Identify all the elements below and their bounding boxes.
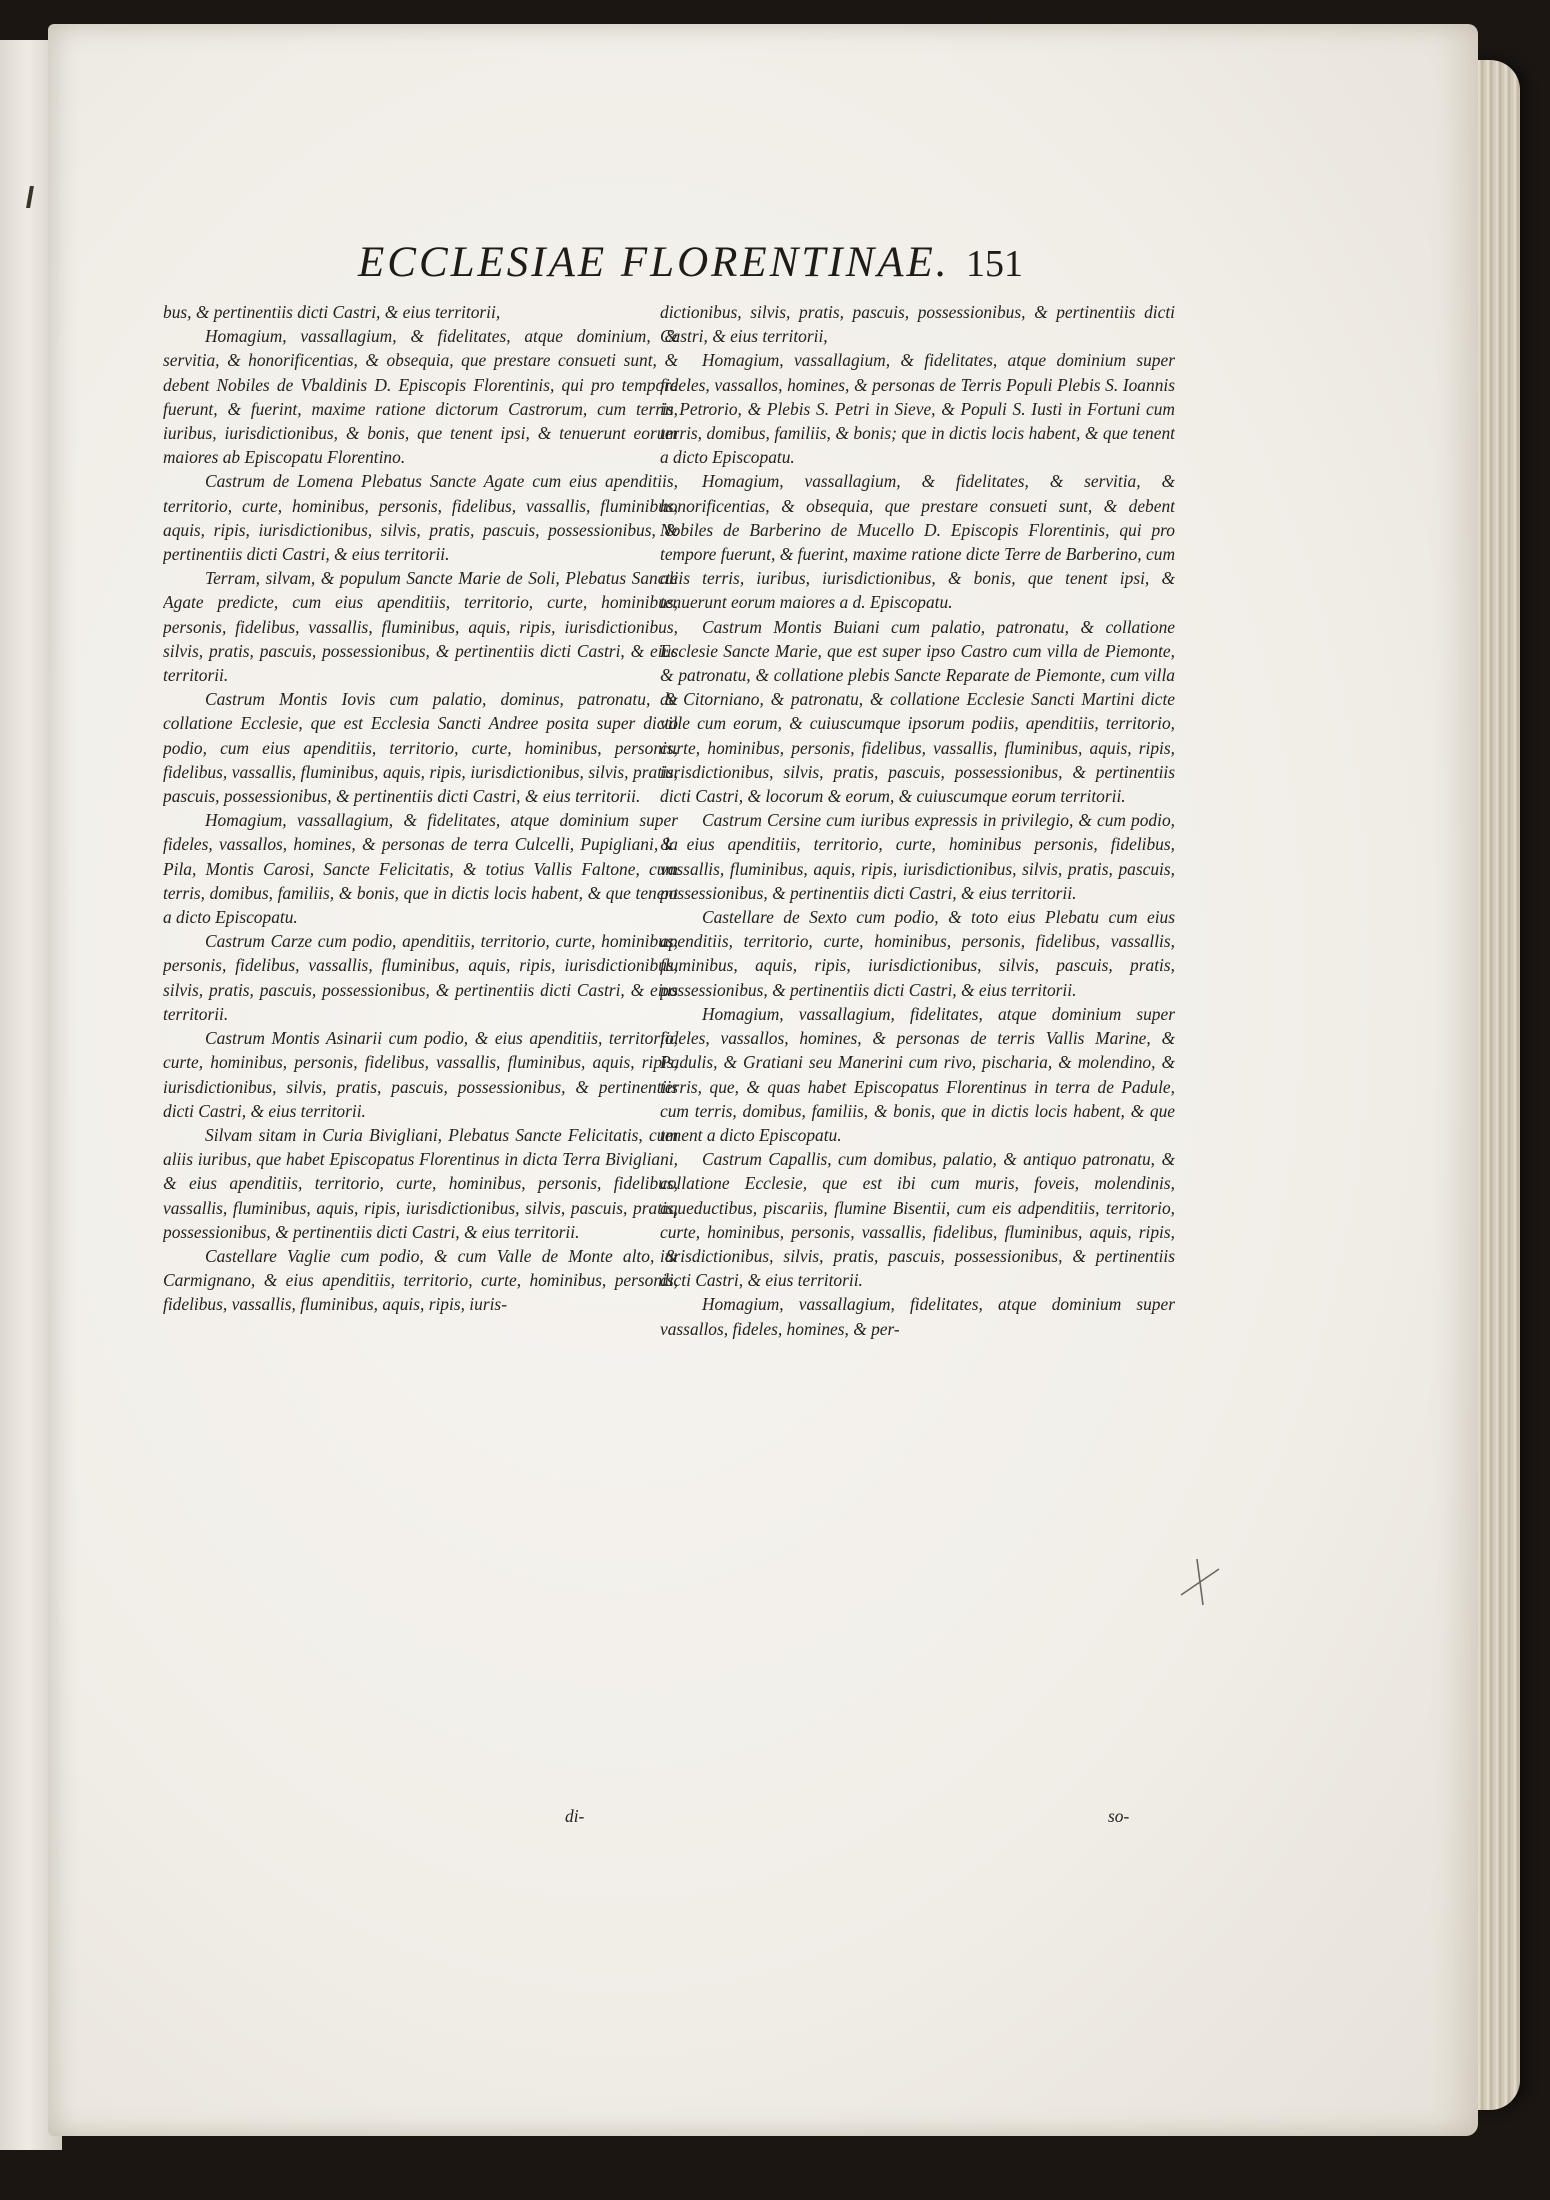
paragraph: Homagium, vassallagium, & fidelitates, atque dominium super fideles, vassallos, homines, & personas de Terris Populi Plebis S. Ioannis in Petrorio, & Plebis S. Petri in Sieve, & Populi S. Iusti in Fortuni cum terris, domibus, familiis, & bonis; que in dictis locis habent, & que tenent a dicto Episcopatu. [660, 350, 1175, 468]
paragraph: Homagium, vassallagium, fidelitates, atque dominium super vassallos, fideles, homines, & per- [660, 1294, 1175, 1339]
paragraph: Castellare de Sexto cum podio, & toto eius Plebatu cum eius apenditiis, territorio, curte, hominibus, personis, fidelibus, vassallis, fluminibus, aquis, ripis, iurisdictionibus, silvis, pascuis, pratis, possessionibus, & pertinentiis dicti Castri, & eius territorii. [660, 907, 1175, 1000]
paragraph: Silvam sitam in Curia Bivigliani, Plebatus Sancte Felicitatis, cum aliis iuribus, que habet Episcopatus Florentinus in dicta Terra Bivigliani, & eius apenditiis, territorio, curte, hominibus, personis, fidelibus, vassallis, fluminibus, aquis, ripis, iurisdictionibus, silvis, pascuis, pratis, possessionibus, & pertinentiis dicti Castri, & eius territorii. [163, 1124, 678, 1242]
paragraph: Castrum Capallis, cum domibus, palatio, & antiquo patronatu, & collatione Ecclesie, que est ibi cum muris, foveis, molendinis, aqueductibus, piscariis, flumine Bisentii, cum eis adpenditiis, territorio, curte, hominibus, personis, vassallis, fidelibus, fluminibus, aquis, ripis, iurisdictionibus, silvis, pratis, pascuis, possessionibus, & pertinentiis dicti Castri, & eius territorii. [660, 1149, 1175, 1291]
paragraph: Homagium, vassallagium, fidelitates, atque dominium super fideles, vassallos, homines, & personas de terris Vallis Marine, & Padulis, & Gratiani seu Manerini cum rivo, pischaria, & molendino, & terris, que, & quas habet Episcopatus Florentinus in terra de Padule, cum terris, domibus, familiis, & bonis, que in dictis locis habent, & que tenent a dicto Episcopatu. [660, 1003, 1175, 1145]
paragraph: dictionibus, silvis, pratis, pascuis, possessionibus, & pertinentiis dicti Castri, & eius territorii, [660, 302, 1175, 347]
paragraph: Castrum Carze cum podio, apenditiis, territorio, curte, hominibus, personis, fidelibus, vassallis, fluminibus, aquis, ripis, iurisdictionibus, silvis, pratis, pascuis, possessionibus, & pertinentiis dicti Castri, & eius territorii. [163, 931, 678, 1024]
page-number: 151 [966, 243, 1023, 285]
right-column [660, 300, 1175, 1835]
catchword: di- [565, 1806, 585, 1826]
paragraph: bus, & pertinentiis dicti Castri, & eius territorii, [163, 302, 501, 322]
paragraph: Castrum Montis Buiani cum palatio, patronatu, & collatione Ecclesie Sancte Marie, que est super ipso Castro cum villa de Piemonte, & patronatu, & collatione plebis Sancte Reparate de Piemonte, cum villa de Citorniano, & patronatu, & collatione Ecclesie Sancti Martini dicte ville cum eorum, & cuiuscumque ipsorum podiis, apenditiis, territorio, curte, hominibus, personis, fidelibus, vassallis, fluminibus, aquis, ripis, iurisdictionibus, silvis, pratis, pascuis, possessionibus, & pertinentiis dicti Castri, & locorum & eorum, & cuiuscumque eorum territorii. [660, 616, 1175, 807]
paragraph: Terram, silvam, & populum Sancte Marie de Soli, Plebatus Sancte Agate predicte, cum eius apenditiis, territorio, curte, hominibus, personis, fidelibus, vassallis, fluminibus, aquis, ripis, iurisdictionibus, silvis, pratis, pascuis, possessionibus, & pertinentiis dicti Castri, & eius territorii. [163, 568, 678, 686]
paragraph: Homagium, vassallagium, & fidelitates, & servitia, & honorificentias, & obsequia, que prestare consueti sunt, & debent Nobiles de Barberino de Mucello D. Episcopis Florentinis, qui pro tempore fuerunt, & fuerint, maxime ratione dicte Terre de Barberino, cum aliis terris, iuribus, iurisdictionibus, & bonis, que tenent ipsi, & tenuerunt eorum maiores a d. Episcopatu. [660, 471, 1175, 613]
paragraph: Castrum Montis Iovis cum palatio, dominus, patronatu, & collatione Ecclesie, que est Ecclesia Sancti Andree posita super dicto podio, cum eius apenditiis, territorio, curte, hominibus, personis, fidelibus, vassallis, fluminibus, aquis, ripis, iurisdictionibus, silvis, pratis, pascuis, possessionibus, & pertinentiis dicti Castri, & eius territorii. [163, 689, 678, 807]
paragraph: Castrum de Lomena Plebatus Sancte Agate cum eius apenditiis, territorio, curte, hominibus, personis, fidelibus, vassallis, fluminibus, aquis, ripis, iurisdictionibus, silvis, pratis, pascuis, possessionibus, & pertinentiis dicti Castri, & eius territorii. [163, 471, 678, 565]
catchword: so- [1108, 1806, 1130, 1826]
paragraph: Homagium, vassallagium, & fidelitates, atque dominium, & servitia, & honorificentias, & obsequia, que prestare consueti sunt, & debent Nobiles de Vbaldinis D. Episcopis Florentinis, qui pro tempore fuerunt, & fuerint, maxime ratione dictorum Castrorum, cum terris, iuribus, iurisdictionibus, & bonis, que tenent ipsi, & tenuerunt eorum maiores ab Episcopatu Florentino. [163, 326, 678, 468]
paragraph: Castrum Cersine cum iuribus expressis in privilegio, & cum podio, & eius apenditiis, territorio, curte, hominibus personis, fidelibus, vassallis, fluminibus, aquis, ripis, iurisdictionibus, silvis, pratis, pascuis, possessionibus, & pertinentiis dicti Castri, & eius territorii. [660, 810, 1175, 903]
paragraph: Castellare Vaglie cum podio, & cum Valle de Monte alto, & Carmignano, & eius apenditiis, territorio, curte, hominibus, personis, fidelibus, vassallis, fluminibus, aquis, ripis, iuris- [163, 1245, 678, 1315]
left-column [163, 300, 678, 1835]
paragraph: Castrum Montis Asinarii cum podio, & eius apenditiis, territorio, curte, hominibus, personis, fidelibus, vassallis, fluminibus, aquis, ripis, iurisdictionibus, silvis, pratis, pascuis, possessionibus, & pertinentiis dicti Castri, & eius territorii. [163, 1028, 678, 1121]
paragraph: Homagium, vassallagium, & fidelitates, atque dominium super fideles, vassallos, homines, & personas de terra Culcelli, Pupigliani, la Pila, Montis Carosi, Sancte Felicitatis, & totius Vallis Faltone, cum terris, domibus, familiis, & bonis, que in dictis locis habent, & que tenent a dicto Episcopatu. [163, 810, 678, 928]
running-header [330, 238, 1110, 298]
running-title: ECCLESIAE FLORENTINAE. [358, 239, 950, 286]
pencil-cross-mark [1175, 1555, 1223, 1607]
